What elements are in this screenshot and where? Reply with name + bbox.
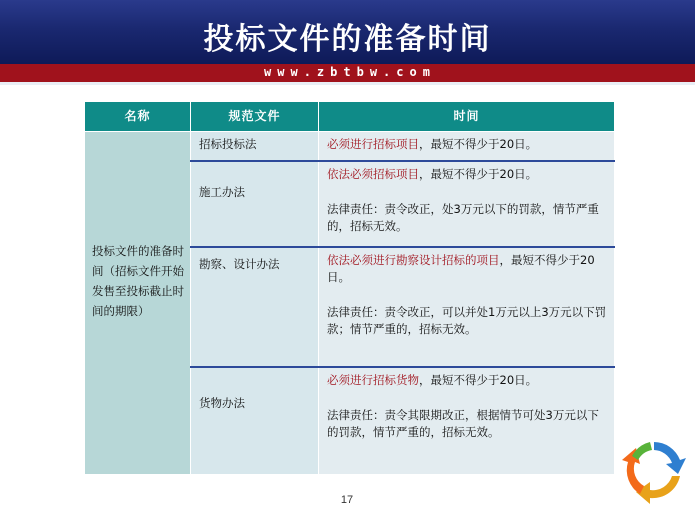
page-number: 17 (340, 494, 354, 506)
header-time: 时间 (319, 102, 615, 132)
time-cell (319, 161, 615, 247)
title-bar (0, 0, 695, 64)
time-text: ，最短不得少于20日。 (419, 373, 538, 387)
time-cell (319, 132, 615, 162)
law-cell (191, 367, 319, 475)
time-highlight: 必须进行招标项目 (327, 137, 419, 151)
liability-text: 法律责任：责令其限期改正，根据情节可处3万元以下的罚款，情节严重的，招标无效。 (327, 408, 599, 439)
table-header-row (85, 102, 615, 132)
prep-time-table (84, 101, 615, 475)
time-text: ，最短不得少于20日。 (419, 167, 538, 181)
law-label: 勘察、设计办法 (199, 257, 280, 271)
law-label: 招标投标法 (199, 137, 257, 151)
url-bar (0, 64, 695, 82)
header-name: 名称 (85, 102, 191, 132)
liability-text: 法律责任：责令改正，可以并处1万元以上3万元以下罚款；情节严重的，招标无效。 (327, 305, 607, 336)
header-law: 规范文件 (191, 102, 319, 132)
table-row (85, 132, 615, 162)
law-cell (191, 247, 319, 367)
time-highlight: 必须进行招标货物 (327, 373, 419, 387)
law-cell (191, 161, 319, 247)
name-cell-text: 投标文件的准备时间（招标文件开始发售至投标截止时间的期限） (92, 244, 184, 318)
law-label: 施工办法 (199, 185, 245, 199)
liability-text: 法律责任：责令改正，处3万元以下的罚款，情节严重的，招标无效。 (327, 202, 599, 233)
recycle-arrows-icon (620, 436, 688, 504)
law-cell (191, 132, 319, 162)
time-cell (319, 367, 615, 475)
time-cell (319, 247, 615, 367)
divider (0, 82, 695, 85)
time-text: ，最短不得少于20日。 (419, 137, 538, 151)
law-label: 货物办法 (199, 396, 245, 410)
time-highlight: 依法必须进行勘察设计招标的项目 (327, 253, 500, 267)
time-highlight: 依法必须招标项目 (327, 167, 419, 181)
slide-title: 投标文件的准备时间 (203, 22, 492, 57)
name-cell (85, 132, 191, 475)
time-text: ，最短不得少于20日。 (327, 253, 595, 284)
site-url: www.zbtbw.com (264, 65, 436, 79)
